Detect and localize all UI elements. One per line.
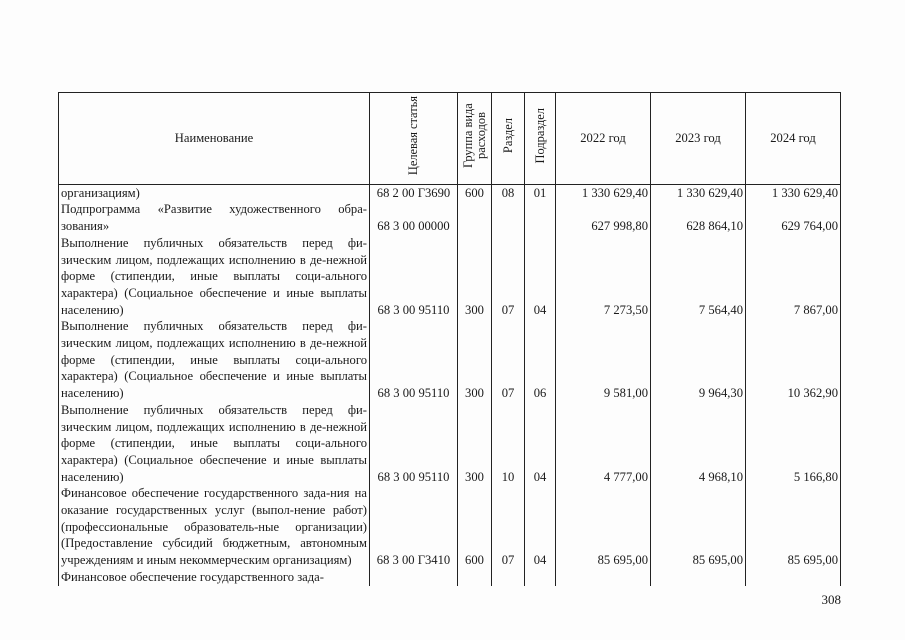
row-target-article: 68 3 00 95110 (370, 235, 458, 319)
row-2023: 85 695,00 (651, 485, 746, 569)
row-2022: 627 998,80 (556, 201, 651, 234)
row-2024: 1 330 629,40 (746, 184, 841, 201)
row-2023: 7 564,40 (651, 235, 746, 319)
row-expense-group: 300 (458, 235, 492, 319)
row-2022: 7 273,50 (556, 235, 651, 319)
row-2023: 9 964,30 (651, 318, 746, 402)
row-2023: 1 330 629,40 (651, 184, 746, 201)
row-subsection (525, 201, 556, 234)
row-section: 07 (492, 485, 525, 569)
row-2022: 1 330 629,40 (556, 184, 651, 201)
row-section: 07 (492, 235, 525, 319)
row-2023: 628 864,10 (651, 201, 746, 234)
row-target-article (370, 569, 458, 586)
row-name: Выполнение публичных обязательств перед фи-зическим лицом, подлежащих исполнению в де-нежной форме (стипендии, иные выплаты соци-ального характера) (Социальное обеспечение и иные выплаты населению) (59, 318, 370, 402)
header-2023: 2023 год (651, 93, 746, 185)
row-name: организациям) (59, 184, 370, 201)
table-row (59, 485, 841, 569)
row-2022: 9 581,00 (556, 318, 651, 402)
table-row (59, 569, 841, 586)
row-name: Подпрограмма «Развитие художественного обра-зования» (59, 201, 370, 234)
row-target-article: 68 3 00 00000 (370, 201, 458, 234)
row-expense-group (458, 569, 492, 586)
table-row (59, 201, 841, 234)
row-subsection: 04 (525, 235, 556, 319)
header-section: Раздел (492, 93, 525, 185)
row-2024: 629 764,00 (746, 201, 841, 234)
row-section: 10 (492, 402, 525, 486)
row-2024: 10 362,90 (746, 318, 841, 402)
row-subsection: 04 (525, 402, 556, 486)
row-2022 (556, 569, 651, 586)
row-2024 (746, 569, 841, 586)
table-header-row (59, 93, 841, 185)
header-name: Наименование (59, 93, 370, 185)
row-2022: 85 695,00 (556, 485, 651, 569)
row-expense-group: 600 (458, 184, 492, 201)
row-expense-group: 600 (458, 485, 492, 569)
row-target-article: 68 3 00 95110 (370, 402, 458, 486)
table-row (59, 402, 841, 486)
row-expense-group (458, 201, 492, 234)
table-row (59, 184, 841, 201)
row-target-article: 68 3 00 95110 (370, 318, 458, 402)
row-subsection (525, 569, 556, 586)
row-section: 08 (492, 184, 525, 201)
row-name: Финансовое обеспечение государственного зада- (59, 569, 370, 586)
row-name: Выполнение публичных обязательств перед фи-зическим лицом, подлежащих исполнению в де-нежной форме (стипендии, иные выплаты соци-ального характера) (Социальное обеспечение и иные выплаты населению) (59, 402, 370, 486)
row-section: 07 (492, 318, 525, 402)
row-2023: 4 968,10 (651, 402, 746, 486)
row-expense-group: 300 (458, 318, 492, 402)
header-2024: 2024 год (746, 93, 841, 185)
row-section (492, 201, 525, 234)
row-name: Финансовое обеспечение государственного зада-ния на оказание государственных услуг (выпол-нение работ) (профессиональные образователь-ные организации) (Предоставление субсидий бюджетным, автономным учреждениям и иным некоммерческим организациям) (59, 485, 370, 569)
header-expense-group: Группа вида расходов (458, 93, 492, 185)
table-row (59, 235, 841, 319)
row-2023 (651, 569, 746, 586)
row-name: Выполнение публичных обязательств перед фи-зическим лицом, подлежащих исполнению в де-нежной форме (стипендии, иные выплаты соци-ального характера) (Социальное обеспечение и иные выплаты населению) (59, 235, 370, 319)
row-target-article: 68 2 00 Г3690 (370, 184, 458, 201)
row-section (492, 569, 525, 586)
row-2024: 5 166,80 (746, 402, 841, 486)
row-2022: 4 777,00 (556, 402, 651, 486)
row-2024: 85 695,00 (746, 485, 841, 569)
table-row (59, 318, 841, 402)
row-2024: 7 867,00 (746, 235, 841, 319)
row-subsection: 04 (525, 485, 556, 569)
header-subsection: Подраздел (525, 93, 556, 185)
row-subsection: 01 (525, 184, 556, 201)
budget-table (58, 92, 841, 586)
row-expense-group: 300 (458, 402, 492, 486)
header-2022: 2022 год (556, 93, 651, 185)
row-subsection: 06 (525, 318, 556, 402)
header-target-article: Целевая статья (370, 93, 458, 185)
row-target-article: 68 3 00 Г3410 (370, 485, 458, 569)
page-number: 308 (821, 592, 841, 607)
